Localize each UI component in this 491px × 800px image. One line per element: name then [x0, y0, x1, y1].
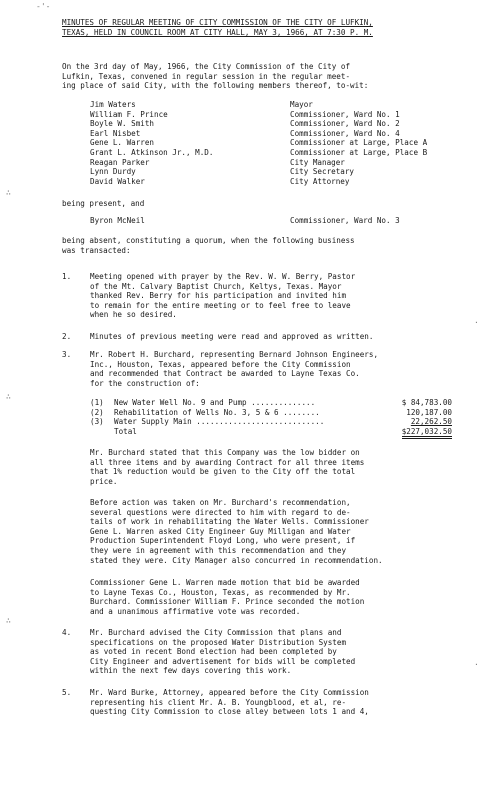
item3-paragraph-questions	[90, 498, 383, 565]
item3-line: Gene L. Warren asked City Engineer Guy Milligan and Water	[90, 526, 351, 536]
item3-line: to Layne Texas Co., Houston, Texas, as recommended by Mr.	[90, 587, 351, 597]
member-row	[90, 167, 427, 177]
quorum-paragraph	[62, 236, 355, 255]
contract-label: (2)	[90, 407, 104, 417]
item3-line: Production Superintendent Floyd Long, who were present, if	[90, 536, 356, 546]
member-row	[90, 177, 427, 187]
contract-row	[90, 417, 452, 427]
member-title: Commissioner, Ward No. 1	[290, 109, 400, 119]
item-line: Mr. Burchard advised the City Commission that plans and	[90, 628, 342, 637]
item-line: specifications on the proposed Water Distribution System	[90, 637, 347, 647]
item-number: 3.	[62, 350, 72, 359]
item-line: of the Mt. Calvary Baptist Church, Keltys, Texas. Mayor	[90, 281, 342, 291]
item-line: representing his client Mr. A. B. Youngblood, et al, re-	[90, 697, 347, 707]
item-line: Inc., Houston, Texas, appeared before the City Commission	[90, 359, 351, 369]
item-line: and recommended that Contract be awarded to Layne Texas Co.	[90, 369, 360, 379]
quorum-line: being absent, constituting a quorum, when the following business	[62, 236, 355, 245]
member-title: City Attorney	[290, 176, 350, 186]
contract-amount: 120,187.00	[406, 407, 452, 417]
item3-paragraph-low-bidder	[90, 448, 364, 486]
item3-line: Burchard. Commissioner William F. Prince seconded the motion	[90, 597, 365, 607]
opening-line: Lufkin, Texas, convened in regular session in the regular meet-	[62, 71, 351, 81]
member-row	[90, 110, 427, 120]
item3-line: Commissioner Gene L. Warren made motion that bid be awarded	[90, 578, 360, 587]
scan-speck-mark: ·	[474, 660, 479, 669]
member-row	[90, 216, 400, 226]
contract-amount: $ 84,783.00	[401, 398, 452, 407]
item-number: 1.	[62, 272, 72, 281]
member-name: Grant L. Atkinson Jr., M.D.	[90, 147, 214, 157]
member-title: Commissioner at Large, Place B	[290, 147, 428, 157]
member-name: Jim Waters	[90, 100, 136, 109]
contract-total-row	[90, 427, 452, 437]
punch-hole-mark: ∴	[6, 188, 11, 197]
item3-line: several questions were directed to him with regard to de-	[90, 507, 351, 517]
member-title: Commissioner, Ward No. 2	[290, 119, 400, 129]
member-title: City Manager	[290, 157, 345, 167]
member-row	[90, 148, 427, 158]
member-row	[90, 129, 427, 139]
item-line: for the construction of:	[90, 378, 200, 388]
scan-speck-mark: ·	[474, 318, 479, 327]
member-row	[90, 158, 427, 168]
item-text	[90, 350, 378, 388]
item-line: Mr. Ward Burke, Attorney, appeared before the City Commission	[90, 688, 369, 697]
item-text	[90, 332, 373, 342]
item3-line: stated they were. City Manager also concurred in recommendation.	[90, 555, 383, 565]
item3-line: they were in agreement with this recommendation and they	[90, 545, 347, 555]
item-text	[90, 272, 355, 320]
item-line: thanked Rev. Berry for his participation and invited him	[90, 291, 347, 301]
contract-description: Water Supply Main ............................	[114, 417, 325, 427]
member-title: Commissioner, Ward No. 4	[290, 128, 400, 138]
heading-line: TEXAS, HELD IN COUNCIL ROOM AT CITY HALL, MAY 3, 1966, AT 7:30 P. M.	[62, 27, 373, 37]
member-name: David Walker	[90, 176, 145, 186]
punch-hole-mark: ∴	[6, 616, 11, 625]
item3-line: and a unanimous affirmative vote was recorded.	[90, 606, 301, 616]
item3-line: Before action was taken on Mr. Burchard's recommendation,	[90, 498, 351, 507]
item3-line: tails of work in rehabilitating the Water Wells. Commissioner	[90, 517, 369, 527]
member-name: Boyle W. Smith	[90, 119, 155, 129]
item-line: when he so desired.	[90, 310, 177, 320]
contract-amount: 22,262.50	[410, 417, 452, 427]
opening-line: On the 3rd day of May, 1966, the City Commission of the City of	[62, 62, 351, 71]
contract-row	[90, 398, 452, 408]
members-present-list	[90, 100, 427, 186]
item-number: 2.	[62, 332, 72, 341]
contract-total-label: Total	[114, 426, 137, 436]
item-line: questing City Commission to close alley between lots 1 and 4,	[90, 707, 369, 717]
contract-description: New Water Well No. 9 and Pump ..............	[114, 398, 316, 407]
item3-line: all three items and by awarding Contract for all three items	[90, 457, 365, 467]
member-row	[90, 138, 427, 148]
opening-paragraph	[62, 62, 368, 91]
being-present-text: being present, and	[62, 199, 145, 208]
item-line: within the next few days covering this work.	[90, 666, 292, 676]
contract-description: Rehabilitation of Wells No. 3, 5 & 6 ........	[114, 407, 320, 417]
contract-label: (1)	[90, 398, 104, 407]
member-name: Earl Nisbet	[90, 128, 141, 138]
item-line: City Engineer and advertisement for bids will be completed	[90, 656, 356, 666]
member-row	[90, 100, 427, 110]
member-name: Lynn Durdy	[90, 167, 136, 177]
member-title: City Secretary	[290, 167, 355, 177]
opening-line: ing place of said City, with the following members thereof, to-wit:	[62, 81, 369, 91]
item3-line: that 1% reduction would be given to the City off the total	[90, 467, 356, 477]
item-line: Mr. Robert H. Burchard, representing Bernard Johnson Engineers,	[90, 350, 379, 359]
minutes-heading	[62, 18, 373, 37]
punch-hole-mark: ∴	[6, 392, 11, 401]
item-number: 5.	[62, 688, 72, 697]
item3-line: Mr. Burchard stated that this Company was the low bidder on	[90, 448, 360, 457]
member-title: Commissioner at Large, Place A	[290, 138, 428, 148]
item-number: 4.	[62, 628, 72, 637]
top-scan-mark: -'-	[36, 2, 51, 11]
item3-paragraph-motion	[90, 578, 364, 616]
item-line: Minutes of previous meeting were read and approved as written.	[90, 332, 374, 341]
contract-total-amount: $227,032.50	[402, 427, 452, 439]
member-name: Gene L. Warren	[90, 138, 155, 148]
member-title: Mayor	[290, 100, 313, 109]
contract-row	[90, 408, 452, 418]
item-line: as voted in recent Bond election had been completed by	[90, 647, 337, 657]
item-text	[90, 688, 369, 717]
item-line: Meeting opened with prayer by the Rev. W. W. Berry, Pastor	[90, 272, 356, 281]
absent-member	[90, 216, 400, 226]
item3-line: price.	[90, 476, 118, 486]
member-name: William F. Prince	[90, 109, 168, 119]
contract-label: (3)	[90, 417, 104, 427]
member-name: Byron McNeil	[90, 216, 145, 225]
heading-line: MINUTES OF REGULAR MEETING OF CITY COMMISSION OF THE CITY OF LUFKIN,	[62, 18, 373, 27]
contract-table	[90, 398, 452, 436]
member-name: Reagan Parker	[90, 157, 150, 167]
quorum-line: was transacted:	[62, 245, 131, 255]
member-row	[90, 119, 427, 129]
member-title: Commissioner, Ward No. 3	[290, 216, 400, 225]
item-line: to remain for the entire meeting or to feel free to leave	[90, 300, 351, 310]
item-text	[90, 628, 355, 676]
